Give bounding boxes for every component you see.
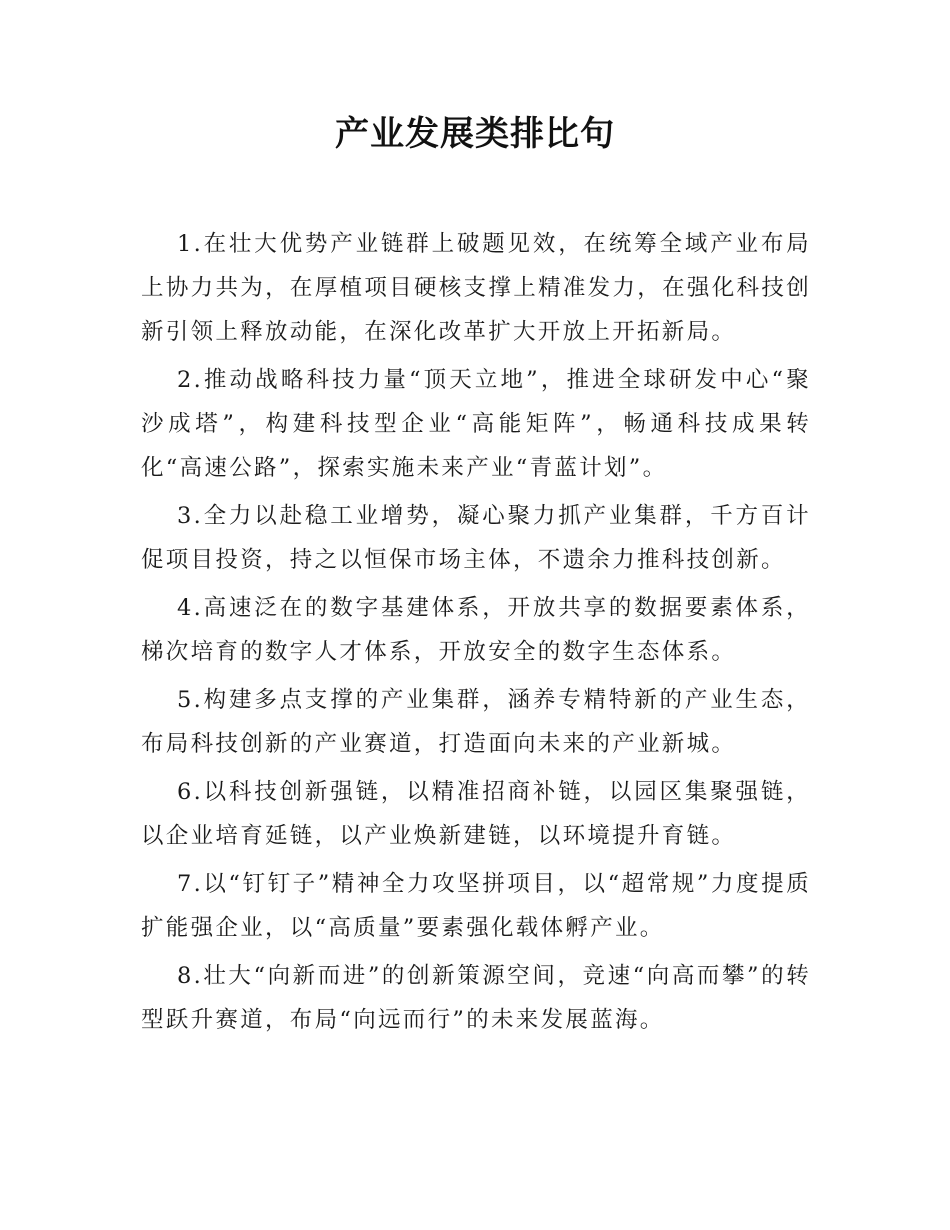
paragraph-7: 7.以“钉钉子”精神全力攻坚拼项目，以“超常规”力度提质扩能强企业，以“高质量”要素强化载体孵产业。 <box>141 871 811 941</box>
paragraph-5: 5.构建多点支撑的产业集群，涵养专精特新的产业生态，布局科技创新的产业赛道，打造面向未来的产业新城。 <box>141 687 811 757</box>
paragraph-1: 1.在壮大优势产业链群上破题见效，在统筹全域产业布局上协力共为，在厚植项目硬核支撑上精准发力，在强化科技创新引领上释放动能，在深化改革扩大开放上开拓新局。 <box>141 231 811 345</box>
document-body <box>141 222 811 1046</box>
page-title: 产业发展类排比句 <box>335 114 615 154</box>
paragraph-3: 3.全力以赴稳工业增势，凝心聚力抓产业集群，千方百计促项目投资，持之以恒保市场主体，不遗余力推科技创新。 <box>141 503 811 573</box>
paragraph-8: 8.壮大“向新而进”的创新策源空间，竞速“向高而攀”的转型跃升赛道，布局“向远而行”的未来发展蓝海。 <box>141 963 811 1033</box>
paragraph-4: 4.高速泛在的数字基建体系，开放共享的数据要素体系，梯次培育的数字人才体系，开放安全的数字生态体系。 <box>141 595 811 665</box>
paragraph-2: 2.推动战略科技力量“顶天立地”，推进全球研发中心“聚沙成塔”，构建科技型企业“高能矩阵”，畅通科技成果转化“高速公路”，探索实施未来产业“青蓝计划”。 <box>141 367 811 481</box>
paragraph-6: 6.以科技创新强链，以精准招商补链，以园区集聚强链，以企业培育延链，以产业焕新建链，以环境提升育链。 <box>141 779 811 849</box>
